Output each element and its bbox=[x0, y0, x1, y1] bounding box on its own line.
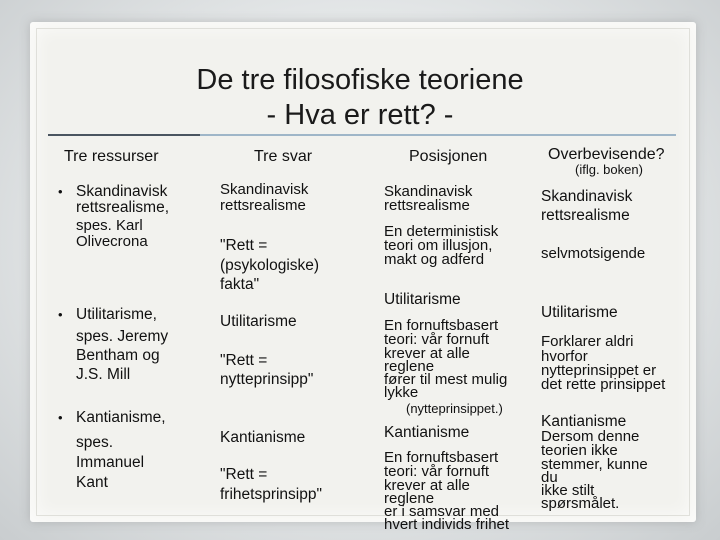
position-3-desc5: er i samsvar med bbox=[384, 503, 500, 520]
resource-3-line4: Kant bbox=[76, 474, 108, 491]
position-3-desc1: En fornuftsbasert bbox=[384, 449, 499, 466]
answer-2-line1: Utilitarisme bbox=[220, 313, 297, 330]
position-2-note: (nytteprinsippet.) bbox=[406, 401, 503, 416]
verdict-3-text6: spørsmålet. bbox=[541, 495, 620, 512]
answer-1-line2: rettsrealisme bbox=[220, 197, 306, 214]
title-divider-light bbox=[200, 134, 676, 136]
verdict-3-text5: ikke stilt bbox=[541, 482, 595, 499]
position-2-desc6: lykke bbox=[384, 384, 419, 401]
position-1-line2: rettsrealisme bbox=[384, 197, 470, 214]
verdict-3-text4: du bbox=[541, 469, 558, 486]
resource-3-line2: spes. bbox=[76, 434, 114, 451]
verdict-3-text1: Dersom denne bbox=[541, 428, 640, 445]
position-3-desc2: teori: vår fornuft bbox=[384, 463, 490, 480]
verdict-2-text1: Forklarer aldri bbox=[541, 333, 634, 350]
verdict-2-text3: nytteprinsippet er bbox=[541, 362, 657, 379]
answer-3-line1: Kantianisme bbox=[220, 429, 306, 446]
verdict-3-text2: teorien ikke bbox=[541, 442, 618, 459]
resource-1-line4: Olivecrona bbox=[76, 233, 148, 250]
answer-2-quote2: nytteprinsipp" bbox=[220, 371, 314, 388]
resource-2-line3: Bentham og bbox=[76, 347, 160, 364]
position-3-desc3: krever at alle bbox=[384, 477, 470, 494]
verdict-1-line1: Skandinavisk bbox=[541, 188, 633, 205]
title-divider-dark bbox=[48, 134, 200, 136]
position-2-desc1: En fornuftsbasert bbox=[384, 317, 499, 334]
verdict-3-line1: Kantianisme bbox=[541, 413, 627, 430]
resource-1-line2: rettsrealisme, bbox=[76, 199, 170, 216]
slide-subtitle: - Hva er rett? - bbox=[266, 99, 454, 131]
bullet-icon: • bbox=[58, 184, 63, 199]
resource-1-line1: Skandinavisk bbox=[76, 183, 168, 200]
verdict-1-text: selvmotsigende bbox=[541, 245, 646, 262]
answer-1-quote3: fakta" bbox=[220, 276, 260, 293]
header-posisjonen: Posisjonen bbox=[409, 148, 488, 165]
position-1-desc1: En deterministisk bbox=[384, 223, 499, 240]
resource-2-line1: Utilitarisme, bbox=[76, 306, 157, 323]
position-1-line1: Skandinavisk bbox=[384, 183, 473, 200]
answer-1-line1: Skandinavisk bbox=[220, 181, 309, 198]
position-1-desc2: teori om illusjon, bbox=[384, 237, 493, 254]
position-2-desc4: reglene bbox=[384, 358, 435, 375]
verdict-3-text3: stemmer, kunne bbox=[541, 456, 648, 473]
resource-3-line3: Immanuel bbox=[76, 454, 145, 471]
header-tre-svar: Tre svar bbox=[254, 148, 313, 165]
answer-3-quote2: frihetsprinsipp" bbox=[220, 486, 322, 503]
position-3-line1: Kantianisme bbox=[384, 424, 470, 441]
position-1-desc3: makt og adferd bbox=[384, 251, 485, 268]
verdict-2-text4: det rette prinsippet bbox=[541, 376, 666, 393]
position-2-desc5: fører til mest mulig bbox=[384, 371, 508, 388]
header-overbevisende-note: (iflg. boken) bbox=[575, 162, 643, 177]
slide-title: De tre filosofiske teoriene bbox=[196, 64, 524, 96]
position-2-desc3: krever at alle bbox=[384, 345, 470, 362]
resource-1-line3: spes. Karl bbox=[76, 217, 143, 234]
verdict-2-text2: hvorfor bbox=[541, 348, 588, 365]
position-2-line1: Utilitarisme bbox=[384, 291, 461, 308]
position-3-desc4: reglene bbox=[384, 490, 435, 507]
answer-2-quote1: "Rett = bbox=[220, 352, 268, 369]
header-tre-ressurser: Tre ressurser bbox=[64, 148, 159, 165]
resource-2-line2: spes. Jeremy bbox=[76, 328, 169, 345]
position-2-desc2: teori: vår fornuft bbox=[384, 331, 490, 348]
answer-1-quote1: "Rett = bbox=[220, 237, 268, 254]
resource-2-line4: J.S. Mill bbox=[76, 366, 131, 383]
header-overbevisende: Overbevisende? bbox=[548, 146, 665, 163]
answer-1-quote2: (psykologiske) bbox=[220, 257, 320, 274]
bullet-icon: • bbox=[58, 307, 63, 322]
verdict-1-line2: rettsrealisme bbox=[541, 207, 630, 224]
position-3-desc6: hvert individs frihet bbox=[384, 516, 510, 533]
resource-3-line1: Kantianisme, bbox=[76, 409, 166, 426]
verdict-2-line1: Utilitarisme bbox=[541, 304, 618, 321]
bullet-icon: • bbox=[58, 410, 63, 425]
answer-3-quote1: "Rett = bbox=[220, 466, 268, 483]
